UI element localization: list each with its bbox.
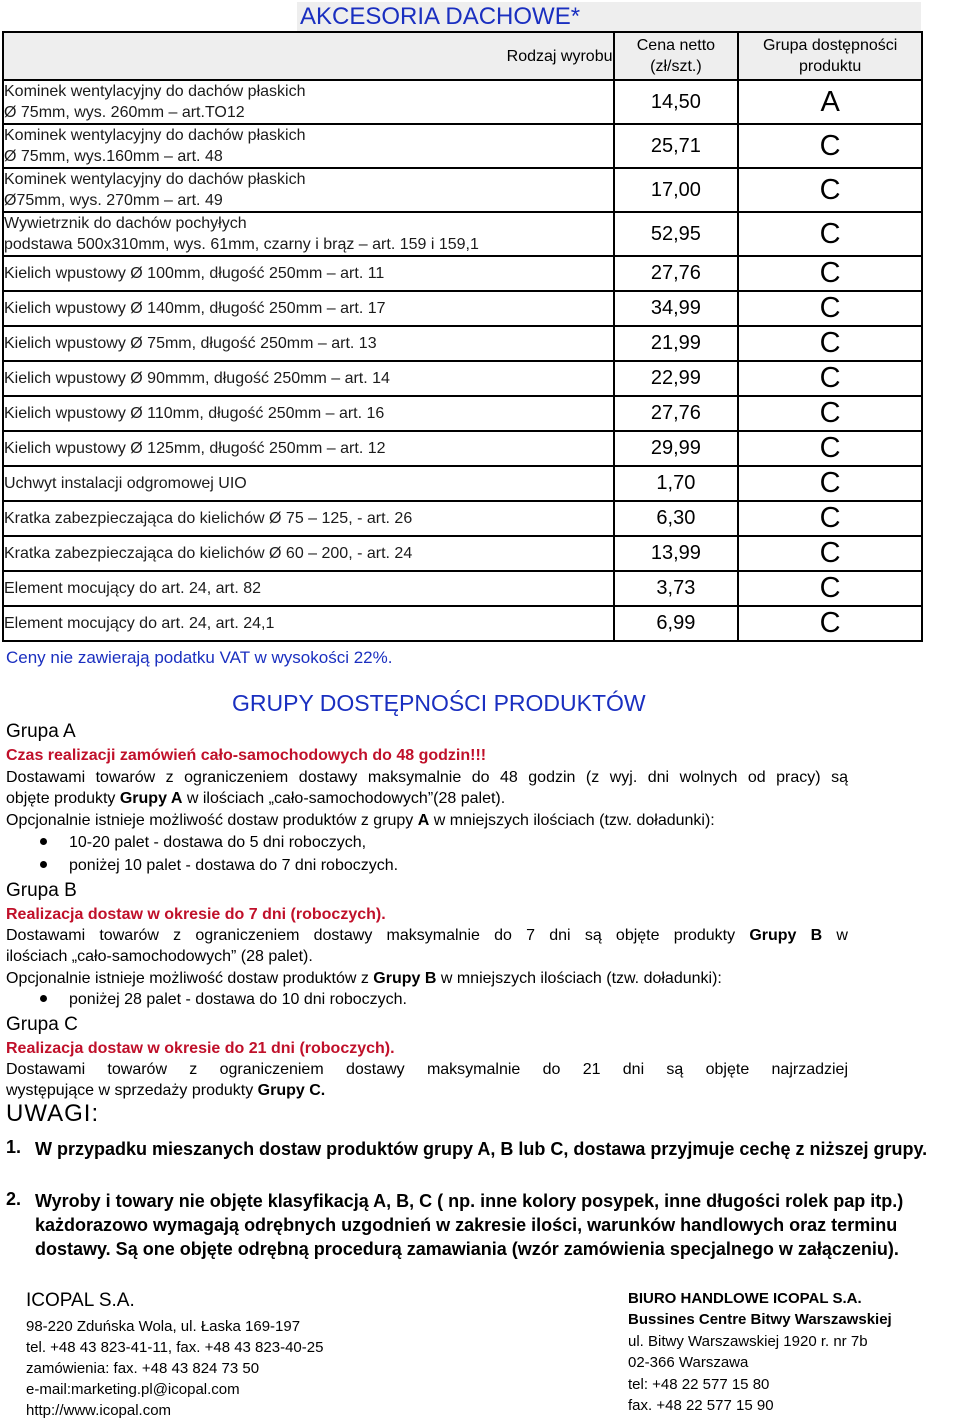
- text-run-bold: A: [417, 812, 430, 829]
- text-run: występujące w sprzedaży produkty: [6, 1082, 258, 1099]
- text-run-bold: Grupy C.: [257, 1082, 326, 1099]
- product-price: 22,99: [614, 361, 739, 396]
- product-price: 29,99: [614, 431, 739, 466]
- branch-address: ul. Bitwy Warszawskiej 1920 r. nr 7b: [628, 1333, 868, 1350]
- product-name: [3, 80, 614, 124]
- company-address: 98-220 Zduńska Wola, ul. Łaska 169-197: [26, 1318, 301, 1335]
- bullet-text: poniżej 28 palet - dostawa do 10 dni roboczych.: [69, 991, 407, 1008]
- table-row: [3, 501, 922, 536]
- product-name: [3, 124, 614, 168]
- header-group-line1: Grupa dostępności: [762, 37, 898, 54]
- group-a-red-note: Czas realizacji zamówień cało-samochodowych do 48 godzin!!!: [6, 747, 487, 764]
- product-price: 25,71: [614, 124, 739, 168]
- group-a-bullet: [40, 834, 366, 852]
- product-name: Kielich wpustowy Ø 125mm, długość 250mm – art. 12: [3, 431, 614, 466]
- header-price-line1: Cena netto: [636, 37, 716, 54]
- product-group: C: [738, 361, 922, 396]
- table-row: [3, 466, 922, 501]
- product-name-line2: Ø 75mm, wys. 260mm – art.TO12: [4, 104, 245, 121]
- product-name-line1: Kominek wentylacyjny do dachów płaskich: [4, 171, 306, 188]
- table-row: [3, 326, 922, 361]
- bullet-dot-icon: [40, 861, 47, 868]
- notes-heading: UWAGI:: [6, 1100, 100, 1127]
- product-price: 1,70: [614, 466, 739, 501]
- group-c-paragraph-line2: [6, 1080, 325, 1101]
- text-run: w ilościach „cało-samochodowych”(28 palet).: [182, 790, 506, 807]
- bullet-text: poniżej 10 palet - dostawa do 7 dni roboczych.: [69, 857, 399, 874]
- product-price: 6,30: [614, 501, 739, 536]
- product-group: C: [738, 212, 922, 256]
- vat-note: Ceny nie zawierają podatku VAT w wysokości 22%.: [6, 648, 393, 667]
- product-group: A: [738, 80, 922, 124]
- product-group: C: [738, 571, 922, 606]
- table-row: [3, 571, 922, 606]
- product-name: [3, 212, 614, 256]
- table-row: [3, 124, 922, 168]
- bullet-dot-icon: [40, 995, 47, 1002]
- note-text: W przypadku mieszanych dostaw produktów grupy A, B lub C, dostawa przyjmuje cechę z niższej grupy.: [35, 1139, 928, 1159]
- product-price: 13,99: [614, 536, 739, 571]
- product-group: C: [738, 291, 922, 326]
- text-run: w: [822, 927, 848, 944]
- company-phone: tel. +48 43 823-41-11, fax. +48 43 823-40-25: [26, 1339, 324, 1356]
- product-name: Uchwyt instalacji odgromowej UIO: [3, 466, 614, 501]
- product-name: Element mocujący do art. 24, art. 82: [3, 571, 614, 606]
- table-row: [3, 536, 922, 571]
- product-group: C: [738, 501, 922, 536]
- table-row: [3, 606, 922, 641]
- header-price: [614, 32, 739, 80]
- table-row: [3, 431, 922, 466]
- product-name: [3, 168, 614, 212]
- group-c-heading: Grupa C: [6, 1014, 78, 1035]
- group-a-paragraph-line1: Dostawami towarów z ograniczeniem dostawy maksymalnie do 48 godzin (z wyj. dni wolnych od pracy) są: [6, 769, 848, 786]
- product-name: Kielich wpustowy Ø 140mm, długość 250mm – art. 17: [3, 291, 614, 326]
- group-b-paragraph-line1: [6, 925, 848, 946]
- table-row: [3, 80, 922, 124]
- bullet-text: 10-20 palet - dostawa do 5 dni roboczych,: [69, 834, 367, 851]
- product-price: 6,99: [614, 606, 739, 641]
- price-table: [2, 31, 923, 642]
- group-b-paragraph-line2: ilościach „cało-samochodowych” (28 palet).: [6, 948, 313, 965]
- text-run: Opcjonalnie istnieje możliwość dostaw produktów z grupy: [6, 812, 418, 829]
- table-row: [3, 256, 922, 291]
- branch-fax: fax. +48 22 577 15 90: [628, 1397, 774, 1414]
- text-run: w mniejszych ilościach (tzw. doładunki):: [429, 812, 715, 829]
- product-price: 52,95: [614, 212, 739, 256]
- branch-city: 02-366 Warszawa: [628, 1354, 749, 1371]
- company-website-link[interactable]: http://www.icopal.com: [26, 1402, 172, 1419]
- branch-name: BIURO HANDLOWE ICOPAL S.A.: [628, 1290, 862, 1307]
- group-b-heading: Grupa B: [6, 880, 77, 901]
- branch-subname: Bussines Centre Bitwy Warszawskiej: [628, 1311, 892, 1328]
- header-price-line2: (zł/szt.): [650, 58, 702, 75]
- text-run: w mniejszych ilościach (tzw. doładunki):: [436, 970, 722, 987]
- group-a-optional-line: [6, 810, 715, 831]
- header-product-type: Rodzaj wyrobu: [3, 32, 614, 80]
- note-number: 2.: [6, 1189, 22, 1209]
- group-b-optional-line: [6, 968, 722, 989]
- product-name-line2: Ø 75mm, wys.160mm – art. 48: [4, 148, 223, 165]
- table-row: [3, 168, 922, 212]
- header-group: [738, 32, 922, 80]
- table-row: [3, 396, 922, 431]
- text-run-bold: Grupy B: [373, 970, 437, 987]
- product-price: 27,76: [614, 396, 739, 431]
- group-b-red-note: Realizacja dostaw w okresie do 7 dni (roboczych).: [6, 906, 386, 923]
- table-row: [3, 361, 922, 396]
- group-a-heading: Grupa A: [6, 721, 76, 742]
- table-row: [3, 291, 922, 326]
- product-group: C: [738, 466, 922, 501]
- group-a-paragraph-line2: [6, 788, 505, 809]
- product-group: C: [738, 168, 922, 212]
- product-price: 17,00: [614, 168, 739, 212]
- product-name: Kielich wpustowy Ø 100mm, długość 250mm – art. 11: [3, 256, 614, 291]
- text-run-bold: Grupy A: [119, 790, 183, 807]
- groups-section-title: GRUPY DOSTĘPNOŚCI PRODUKTÓW: [232, 690, 646, 716]
- product-price: 3,73: [614, 571, 739, 606]
- company-orders-fax: zamówienia: fax. +48 43 824 73 50: [26, 1360, 260, 1377]
- product-name-line1: Kominek wentylacyjny do dachów płaskich: [4, 127, 306, 144]
- product-name: Kratka zabezpieczająca do kielichów Ø 60 – 200, - art. 24: [3, 536, 614, 571]
- product-group: C: [738, 326, 922, 361]
- note-number: 1.: [6, 1137, 22, 1157]
- product-price: 14,50: [614, 80, 739, 124]
- note-text: Wyroby i towary nie objęte klasyfikacją A, B, C ( np. inne kolory posypek, inne długości rolek pap itp.) każdorazowo wymagają odrębnych uzgodnień w zakresie ilości, warunków handlowych oraz terminu dostawy. Są one objęte odrębną procedurą zamawiania (wzór zamówienia specjalnego w załączeniu).: [35, 1191, 904, 1259]
- group-c-paragraph-line1: Dostawami towarów z ograniczeniem dostawy maksymalnie do 21 dni są objęte najrzadziej: [6, 1061, 848, 1078]
- branch-phone: tel: +48 22 577 15 80: [628, 1376, 770, 1393]
- product-name: Kielich wpustowy Ø 110mm, długość 250mm – art. 16: [3, 396, 614, 431]
- product-name-line2: Ø75mm, wys. 270mm – art. 49: [4, 192, 223, 209]
- document-title: AKCESORIA DACHOWE*: [300, 3, 581, 30]
- product-name: Kratka zabezpieczająca do kielichów Ø 75 – 125, - art. 26: [3, 501, 614, 536]
- text-run: objęte produkty: [6, 790, 120, 807]
- product-group: C: [738, 124, 922, 168]
- product-name: Kielich wpustowy Ø 90mmm, długość 250mm – art. 14: [3, 361, 614, 396]
- product-name: Kielich wpustowy Ø 75mm, długość 250mm – art. 13: [3, 326, 614, 361]
- text-run-bold: Grupy B: [749, 927, 823, 944]
- header-group-line2: produktu: [799, 58, 862, 75]
- product-name-line1: Kominek wentylacyjny do dachów płaskich: [4, 83, 306, 100]
- product-group: C: [738, 536, 922, 571]
- product-group: C: [738, 256, 922, 291]
- product-group: C: [738, 431, 922, 466]
- table-header-row: [3, 32, 922, 80]
- product-group: C: [738, 396, 922, 431]
- product-name: Element mocujący do art. 24, art. 24,1: [3, 606, 614, 641]
- company-name: ICOPAL S.A.: [26, 1290, 135, 1311]
- group-a-bullet: [40, 857, 398, 875]
- product-price: 27,76: [614, 256, 739, 291]
- text-run: Opcjonalnie istnieje możliwość dostaw produktów z: [6, 970, 374, 987]
- group-c-red-note: Realizacja dostaw w okresie do 21 dni (roboczych).: [6, 1040, 395, 1057]
- product-price: 34,99: [614, 291, 739, 326]
- bullet-dot-icon: [40, 838, 47, 845]
- product-name-line1: Wywietrznik do dachów pochyłych: [4, 215, 247, 232]
- product-name-line2: podstawa 500x310mm, wys. 61mm, czarny i brąz – art. 159 i 159,1: [4, 236, 479, 253]
- product-group: C: [738, 606, 922, 641]
- table-row: [3, 212, 922, 256]
- product-price: 21,99: [614, 326, 739, 361]
- group-b-bullet: [40, 991, 407, 1009]
- company-email-link[interactable]: e-mail:marketing.pl@icopal.com: [26, 1381, 240, 1398]
- text-run: Dostawami towarów z ograniczeniem dostawy maksymalnie do 7 dni są objęte produkty: [6, 927, 750, 944]
